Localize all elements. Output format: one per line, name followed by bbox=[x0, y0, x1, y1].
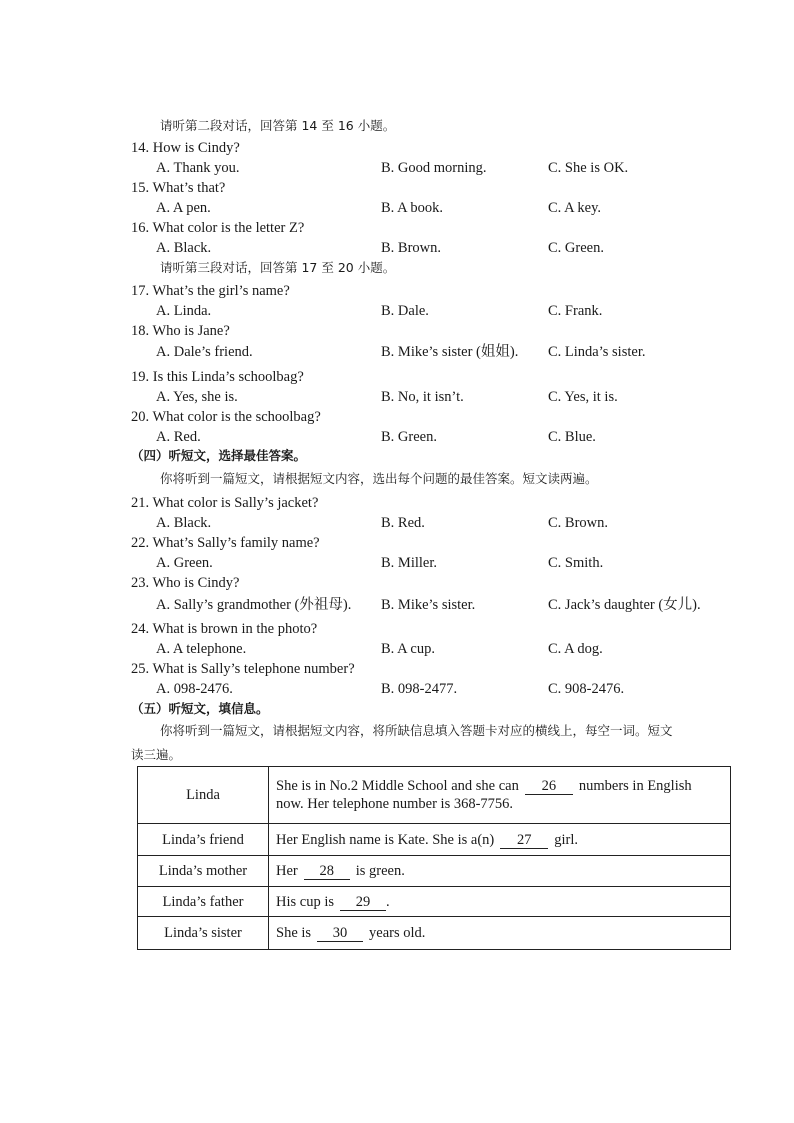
row-text bbox=[269, 767, 731, 824]
question-20: 20. What color is the schoolbag? bbox=[131, 409, 321, 425]
option-25-b: B. 098-2477. bbox=[381, 681, 458, 697]
answer-blank-29[interactable]: 29 bbox=[340, 895, 386, 911]
question-15: 15. What’s that? bbox=[131, 180, 226, 196]
row-text-post: girl. bbox=[554, 831, 579, 848]
table-row bbox=[138, 917, 731, 950]
option-16-a: A. Black. bbox=[156, 240, 212, 256]
option-14-c: C. She is OK. bbox=[548, 160, 629, 176]
row-text bbox=[269, 824, 731, 856]
option-17-b: B. Dale. bbox=[381, 303, 429, 319]
option-23-a: A. Sally’s grandmother (外祖母). bbox=[156, 597, 352, 613]
answer-blank-30[interactable]: 30 bbox=[317, 926, 363, 942]
row-label: Linda’s sister bbox=[138, 917, 269, 950]
option-22-b: B. Miller. bbox=[381, 555, 437, 571]
row-text-post: numbers in English bbox=[578, 778, 692, 794]
row-label: Linda’s mother bbox=[138, 856, 269, 887]
answer-blank-28[interactable]: 28 bbox=[304, 864, 350, 880]
instruction-dialogue-3: 请听第三段对话，回答第 17 至 20 小题。 bbox=[160, 260, 396, 275]
table-row bbox=[138, 856, 731, 887]
row-label: Linda’s friend bbox=[138, 824, 269, 856]
option-19-b: B. No, it isn’t. bbox=[381, 389, 464, 405]
option-19-a: A. Yes, she is. bbox=[156, 389, 238, 405]
question-24: 24. What is brown in the photo? bbox=[131, 621, 318, 637]
option-19-c: C. Yes, it is. bbox=[548, 389, 618, 405]
option-20-b: B. Green. bbox=[381, 429, 437, 445]
option-22-a: A. Green. bbox=[156, 555, 213, 571]
question-25: 25. What is Sally’s telephone number? bbox=[131, 661, 355, 677]
option-24-b: B. A cup. bbox=[381, 641, 435, 657]
option-15-b: B. A book. bbox=[381, 200, 444, 216]
instruction-dialogue-2: 请听第二段对话，回答第 14 至 16 小题。 bbox=[160, 118, 396, 133]
row-label: Linda’s father bbox=[138, 887, 269, 917]
question-14: 14. How is Cindy? bbox=[131, 140, 240, 156]
option-14-a: A. Thank you. bbox=[156, 160, 240, 176]
option-15-c: C. A key. bbox=[548, 200, 602, 216]
option-21-a: A. Black. bbox=[156, 515, 212, 531]
option-25-c: C. 908-2476. bbox=[548, 681, 625, 697]
section-5-instruction-line2: 读三遍。 bbox=[131, 747, 182, 762]
option-15-a: A. A pen. bbox=[156, 200, 211, 216]
option-24-a: A. A telephone. bbox=[156, 641, 247, 657]
option-18-c: C. Linda’s sister. bbox=[548, 344, 646, 360]
row-text bbox=[269, 917, 731, 950]
option-18-b: B. Mike’s sister (姐姐). bbox=[381, 344, 519, 360]
option-20-c: C. Blue. bbox=[548, 429, 596, 445]
option-14-b: B. Good morning. bbox=[381, 160, 487, 176]
option-17-c: C. Frank. bbox=[548, 303, 603, 319]
option-16-c: C. Green. bbox=[548, 240, 604, 256]
row-text-pre: Her English name is Kate. She is a(n) bbox=[276, 831, 495, 848]
option-22-c: C. Smith. bbox=[548, 555, 604, 571]
row-text-post: is green. bbox=[355, 863, 405, 879]
row-text bbox=[269, 856, 731, 887]
question-18: 18. Who is Jane? bbox=[131, 323, 230, 339]
row-text-pre: She is in No.2 Middle School and she can bbox=[276, 778, 519, 794]
row-text-pre: His cup is bbox=[276, 893, 334, 910]
info-table bbox=[137, 766, 731, 950]
row-text-pre: She is bbox=[276, 925, 312, 941]
option-21-b: B. Red. bbox=[381, 515, 425, 531]
option-23-c: C. Jack’s daughter (女儿). bbox=[548, 597, 701, 613]
option-17-a: A. Linda. bbox=[156, 303, 212, 319]
answer-blank-27[interactable]: 27 bbox=[500, 833, 548, 849]
option-23-b: B. Mike’s sister. bbox=[381, 597, 476, 613]
question-19: 19. Is this Linda’s schoolbag? bbox=[131, 369, 304, 385]
answer-blank-26[interactable]: 26 bbox=[525, 779, 573, 795]
row-text-line2: now. Her telephone number is 368-7756. bbox=[276, 796, 514, 812]
row-text-post: . bbox=[386, 893, 390, 910]
question-23: 23. Who is Cindy? bbox=[131, 575, 240, 591]
option-20-a: A. Red. bbox=[156, 429, 201, 445]
option-18-a: A. Dale’s friend. bbox=[156, 344, 253, 360]
question-22: 22. What’s Sally’s family name? bbox=[131, 535, 320, 551]
section-4-instruction: 你将听到一篇短文，请根据短文内容，选出每个问题的最佳答案。短文读两遍。 bbox=[160, 471, 598, 486]
question-16: 16. What color is the letter Z? bbox=[131, 220, 305, 236]
option-25-a: A. 098-2476. bbox=[156, 681, 233, 697]
option-16-b: B. Brown. bbox=[381, 240, 442, 256]
row-text bbox=[269, 887, 731, 917]
row-text-pre: Her bbox=[276, 863, 298, 879]
row-label: Linda bbox=[138, 767, 269, 824]
table-row bbox=[138, 887, 731, 917]
question-21: 21. What color is Sally’s jacket? bbox=[131, 495, 319, 511]
option-24-c: C. A dog. bbox=[548, 641, 603, 657]
section-5-heading: （五）听短文，填信息。 bbox=[131, 701, 269, 716]
section-4-heading: （四）听短文，选择最佳答案。 bbox=[131, 448, 307, 463]
question-17: 17. What’s the girl’s name? bbox=[131, 283, 290, 299]
table-row bbox=[138, 767, 731, 824]
row-text-post: years old. bbox=[369, 925, 426, 941]
table-row bbox=[138, 824, 731, 856]
option-21-c: C. Brown. bbox=[548, 515, 609, 531]
section-5-instruction-line1: 你将听到一篇短文，请根据短文内容，将所缺信息填入答题卡对应的横线上，每空一词。短文 bbox=[160, 723, 673, 738]
